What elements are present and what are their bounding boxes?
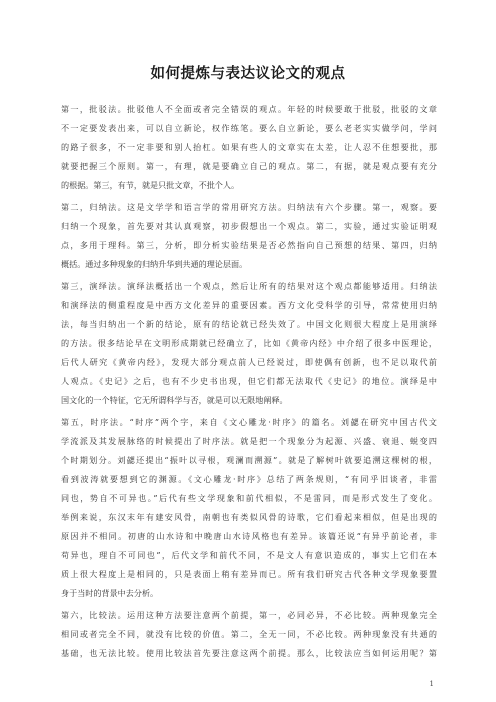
text-line: 归纳一个现象，首先要对其认真观察，初步假想出一个观点。第二，实验，通过实验证明观	[61, 221, 437, 231]
text-line: 的根据。第三，有节，就是只批文章，不批个人。	[61, 180, 240, 190]
page-number: 1	[429, 680, 434, 688]
text-line: 同也，势自不可异也。”后代有些文学现象和前代相似，不是雷同，而是形式发生了变化。	[61, 493, 437, 503]
paragraph	[61, 198, 437, 274]
text-line: 后代人研究《黄帝内经》，发现大部分观点前人已经说过，即使偶有创新，也不足以取代前	[61, 357, 437, 367]
document-title: 如何提炼与表达议论文的观点	[150, 66, 346, 82]
text-line: 第一，批驳法。批驳他人不全面或者完全错误的观点。年轻的时候要敢于批驳，批驳的文章	[61, 104, 437, 114]
text-line: 就要把握三个原则。第一，有理，就是要确立自己的观点。第二，有据，就是观点要有充分	[61, 161, 437, 171]
text-line: 第三，演绎法。演绎法概括出一个观点，然后让所有的结果对这个观点都能够适用。归纳法	[61, 281, 437, 291]
text-line: 人观点。《史记》之后，也有不少史书出现，但它们都无法取代《史记》的地位。演绎是中	[61, 376, 437, 386]
document-body	[61, 100, 437, 666]
text-line: 举例来说，东汉末年有建安风骨，南朝也有类似风骨的诗歌，它们看起来相似，但是出现的	[61, 512, 437, 522]
text-line: 不一定要发表出来，可以自立新论，权作练笔。要么自立新论，要么老老实实做学问，学问	[61, 123, 437, 133]
text-line: 和演绎法的侧重程度是中西方文化差异的重要因素。西方文化受科学的引导，常常使用归纳	[61, 300, 437, 310]
text-line: 的路子很多，不一定非要和别人抬杠。如果有些人的文章实在太差，让人忍不住想要批，那	[61, 142, 437, 152]
text-line: 看到波涛就要想到它的渊源。《文心雕龙·时序》总结了两条规则，“有同乎旧谈者，非雷	[61, 474, 437, 484]
paragraph	[61, 413, 437, 603]
text-line: 概括。通过多种现象的归纳升华到共通的理论层面。	[61, 259, 248, 269]
text-line: 法，每当归纳出一个新的结论，原有的结论就已经失效了。中国文化则很大程度上是用演绎	[61, 319, 437, 329]
text-line: 点，多用于理科。第三，分析，即分析实验结果是否必然指向自己预想的结果、第四，归纳	[61, 240, 437, 250]
paragraph	[61, 277, 437, 410]
text-line: 第五，时序法。“时序”两个字，来自《文心雕龙·时序》的篇名。刘勰在研究中国古代文	[61, 417, 437, 427]
text-line: 苟异也，理自不可同也”，后代文学和前代不同，不是文人有意识造成的，事实上它们在本	[61, 550, 437, 560]
text-line: 身于当时的背景中去分析。	[61, 588, 159, 598]
text-line: 原因并不相同。初唐的山水诗和中晚唐山水诗风格也有差异。该篇还说“有异乎前论者，非	[61, 531, 437, 541]
text-line: 质上很大程度上是相同的，只是表面上稍有差异而已。所有我们研究古代各种文学现象要置	[61, 569, 437, 579]
text-line: 第二，归纳法。这是文学学和语言学的常用研究方法。归纳法有六个步骤。第一，观察。要	[61, 202, 437, 212]
text-line: 国文化的一个特征，它无所谓科学与否，就是可以无限地阐释。	[61, 395, 288, 405]
text-line: 个时期划分。刘勰还提出“振叶以寻根，观澜而溯源”。就是了解树叶就要追溯这棵树的根，	[61, 455, 437, 465]
text-line: 第六，比较法。运用这种方法要注意两个前提，第一，必同必异，不必比较。两种现象完全	[61, 610, 437, 620]
text-line: 基础，也无法比较。使用比较法首先要注意这两个前提。那么，比较法应当如何运用呢？第	[61, 648, 437, 658]
paragraph	[61, 606, 437, 663]
text-line: 的方法。很多结论早在文明形成期就已经确立了，比如《黄帝内经》中介绍了很多中医理论，	[61, 338, 437, 348]
text-line: 学流派及其发展脉络的时候提出了时序法。就是把一个现象分为起源、兴盛、衰退、蜕变四	[61, 436, 437, 446]
text-line: 相同或者完全不同，就没有比较的价值。第二，全无一同，不必比较。两种现象没有共通的	[61, 629, 437, 639]
paragraph	[61, 100, 437, 195]
